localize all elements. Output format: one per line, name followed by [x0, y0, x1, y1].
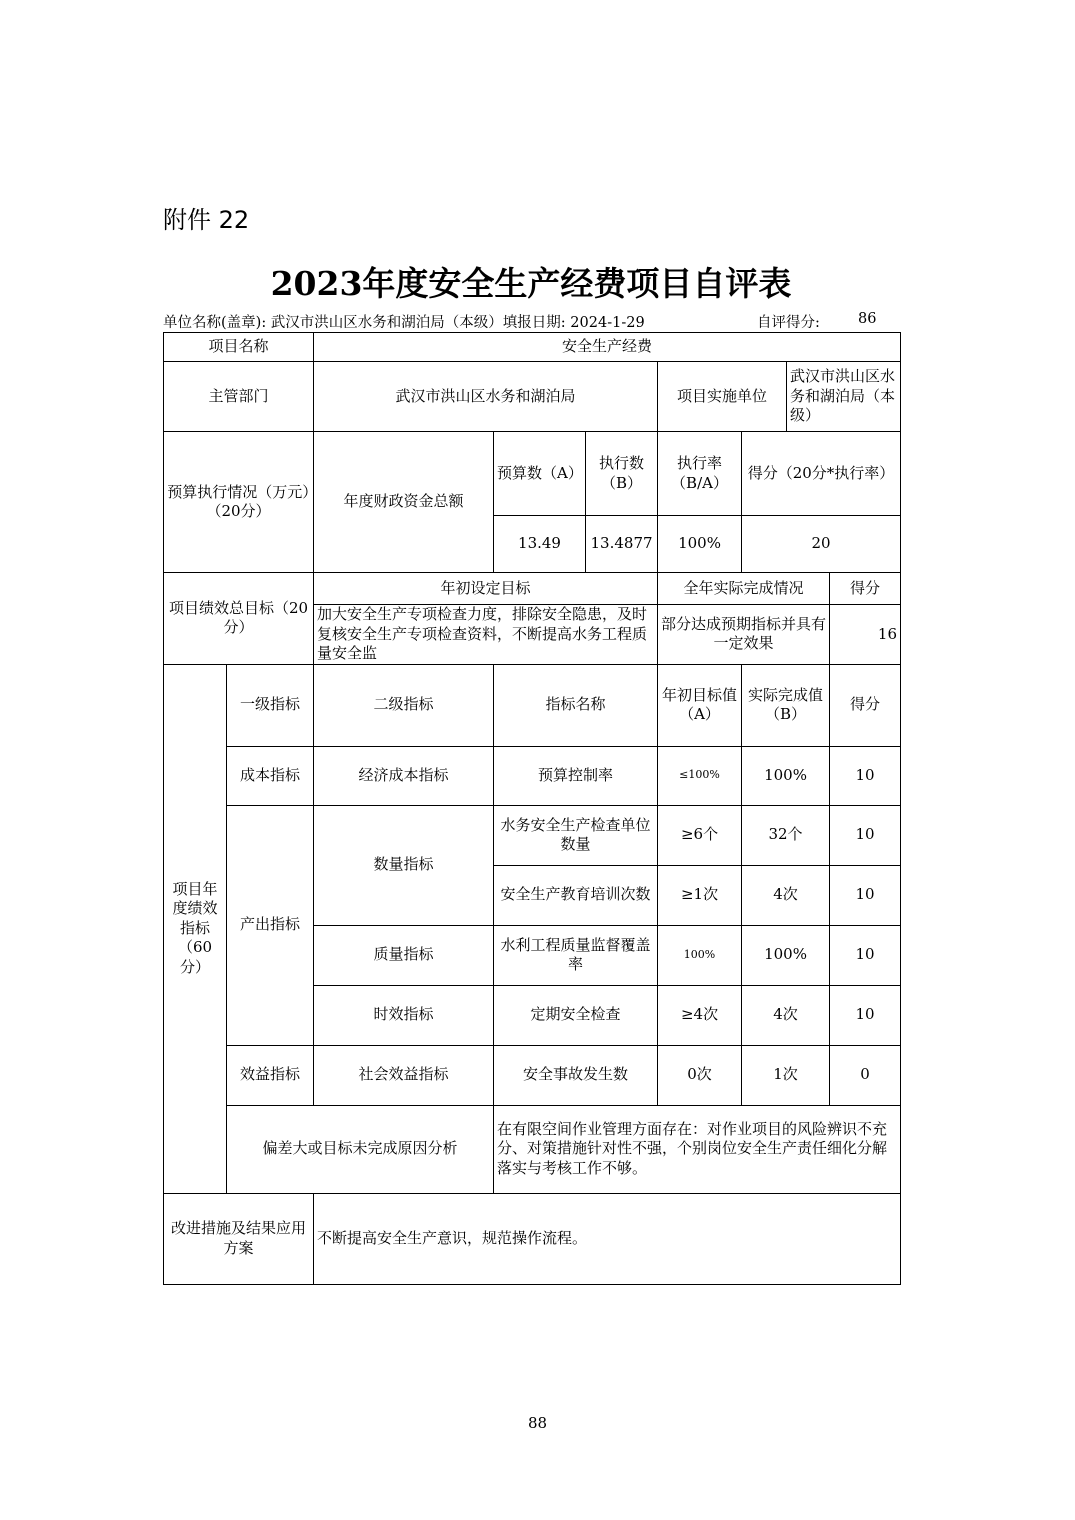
page-number: 88 — [527, 1414, 548, 1432]
indicator-section-label: 项目年度绩效指标（60分） — [164, 664, 227, 1193]
quality-score: 10 — [830, 925, 901, 985]
budget-score-value: 20 — [742, 516, 901, 573]
exec-rate-header: 执行率（B/A） — [658, 432, 742, 516]
benefit-actual: 1次 — [742, 1045, 830, 1105]
project-name-value: 安全生产经费 — [314, 333, 901, 362]
budget-a-value: 13.49 — [494, 516, 586, 573]
quantity-actual-2: 4次 — [742, 865, 830, 925]
indicator-header-row — [164, 664, 901, 746]
quality-name: 水利工程质量监督覆盖率 — [494, 925, 658, 985]
level1-header: 一级指标 — [227, 664, 314, 746]
target-header: 年初目标值（A） — [658, 664, 742, 746]
benefit-level1: 效益指标 — [227, 1045, 314, 1105]
budget-label: 预算执行情况（万元）（20分） — [164, 432, 314, 573]
budget-b-value: 13.4877 — [586, 516, 658, 573]
actual-header: 实际完成值（B） — [742, 664, 830, 746]
unit-info-line: 单位名称(盖章): 武汉市洪山区水务和湖泊局（本级）填报日期: 2024-1-29 — [163, 315, 645, 331]
goal-score-header: 得分 — [830, 573, 901, 605]
quantity-score-1: 10 — [830, 805, 901, 865]
cost-target: ≤100% — [658, 746, 742, 805]
deviation-label: 偏差大或目标未完成原因分析 — [227, 1105, 494, 1193]
cost-name: 预算控制率 — [494, 746, 658, 805]
quantity-name-2: 安全生产教育培训次数 — [494, 865, 658, 925]
timeliness-actual: 4次 — [742, 985, 830, 1045]
improvement-label: 改进措施及结果应用方案 — [164, 1193, 314, 1284]
self-score-value: 86 — [858, 311, 877, 327]
timeliness-name: 定期安全检查 — [494, 985, 658, 1045]
budget-header-row — [164, 432, 901, 516]
goal-set-text: 加大安全生产专项检查力度，排除安全隐患，及时复核安全生产专项检查资料，不断提高水务工程质量安全监 — [314, 605, 658, 665]
budget-score-header: 得分（20分*执行率） — [742, 432, 901, 516]
benefit-name: 安全事故发生数 — [494, 1045, 658, 1105]
evaluation-table — [163, 332, 901, 1285]
attachment-label: 附件 22 — [163, 206, 250, 234]
table-row — [164, 1045, 901, 1105]
table-row — [164, 805, 901, 865]
department-label: 主管部门 — [164, 362, 314, 432]
benefit-score: 0 — [830, 1045, 901, 1105]
impl-unit-value: 武汉市洪山区水务和湖泊局（本级） — [787, 362, 901, 432]
fund-total-label: 年度财政资金总额 — [314, 432, 494, 573]
self-score-label: 自评得分: — [757, 315, 820, 331]
goal-label: 项目绩效总目标（20分） — [164, 573, 314, 665]
goal-header-row — [164, 573, 901, 605]
form-title: 2023年度安全生产经费项目自评表 — [270, 264, 792, 303]
goal-actual-header: 全年实际完成情况 — [658, 573, 830, 605]
level2-header: 二级指标 — [314, 664, 494, 746]
timeliness-target: ≥4次 — [658, 985, 742, 1045]
quality-actual: 100% — [742, 925, 830, 985]
output-level1: 产出指标 — [227, 805, 314, 1045]
goal-actual-text: 部分达成预期指标并具有一定效果 — [658, 605, 830, 665]
department-row — [164, 362, 901, 432]
quantity-actual-1: 32个 — [742, 805, 830, 865]
cost-level2: 经济成本指标 — [314, 746, 494, 805]
improvement-row — [164, 1193, 901, 1284]
indicator-score-header: 得分 — [830, 664, 901, 746]
quality-target: 100% — [658, 925, 742, 985]
timeliness-level2: 时效指标 — [314, 985, 494, 1045]
quantity-level2: 数量指标 — [314, 805, 494, 925]
improvement-text: 不断提高安全生产意识，规范操作流程。 — [314, 1193, 901, 1284]
cost-level1: 成本指标 — [227, 746, 314, 805]
project-name-label: 项目名称 — [164, 333, 314, 362]
table-row — [164, 746, 901, 805]
goal-score: 16 — [830, 605, 901, 665]
deviation-row — [164, 1105, 901, 1193]
benefit-level2: 社会效益指标 — [314, 1045, 494, 1105]
budget-a-header: 预算数（A） — [494, 432, 586, 516]
department-value: 武汉市洪山区水务和湖泊局 — [314, 362, 658, 432]
quantity-target-2: ≥1次 — [658, 865, 742, 925]
quantity-name-1: 水务安全生产检查单位数量 — [494, 805, 658, 865]
goal-set-header: 年初设定目标 — [314, 573, 658, 605]
cost-score: 10 — [830, 746, 901, 805]
deviation-text: 在有限空间作业管理方面存在：对作业项目的风险辨识不充分、对策措施针对性不强，个别岗位安全生产责任细化分解落实与考核工作不够。 — [494, 1105, 901, 1193]
exec-rate-value: 100% — [658, 516, 742, 573]
quality-level2: 质量指标 — [314, 925, 494, 985]
impl-unit-label: 项目实施单位 — [658, 362, 787, 432]
timeliness-score: 10 — [830, 985, 901, 1045]
benefit-target: 0次 — [658, 1045, 742, 1105]
quantity-score-2: 10 — [830, 865, 901, 925]
indicator-name-header: 指标名称 — [494, 664, 658, 746]
budget-b-header: 执行数（B） — [586, 432, 658, 516]
cost-actual: 100% — [742, 746, 830, 805]
quantity-target-1: ≥6个 — [658, 805, 742, 865]
project-name-row — [164, 333, 901, 362]
